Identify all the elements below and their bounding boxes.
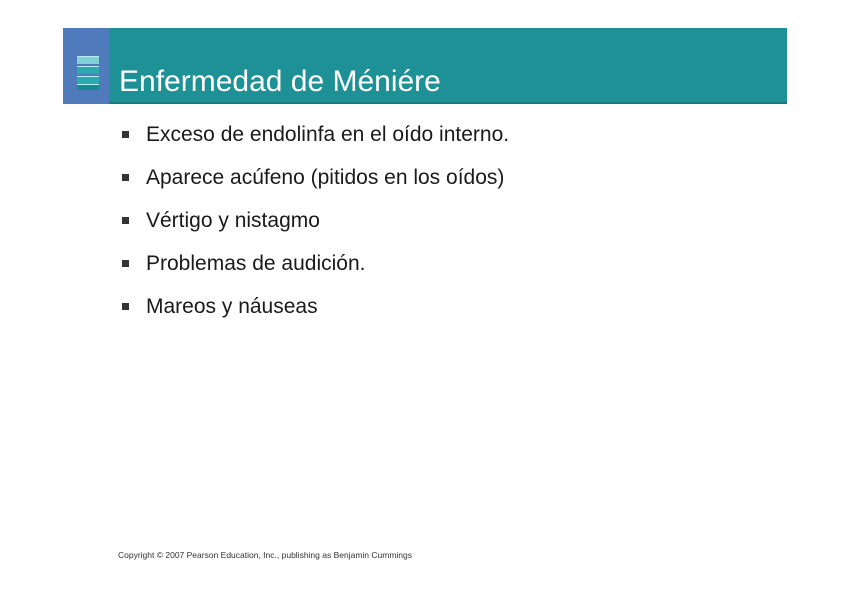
bullet-text: Mareos y náuseas: [146, 295, 318, 318]
list-item: [120, 249, 509, 292]
stacked-layers-icon: [77, 56, 99, 92]
bullet-list: [120, 120, 509, 335]
bullet-text: Problemas de audición.: [146, 252, 366, 275]
bullet-text: Aparece acúfeno (pitidos en los oídos): [146, 166, 505, 189]
slide-title: Enfermedad de Méniére: [119, 65, 441, 98]
list-item: [120, 292, 509, 335]
square-bullet-icon: [122, 260, 129, 267]
square-bullet-icon: [122, 131, 129, 138]
list-item: [120, 120, 509, 163]
square-bullet-icon: [122, 303, 129, 310]
copyright-notice: Copyright © 2007 Pearson Education, Inc., publishing as Benjamin Cummings: [118, 550, 413, 560]
list-item: [120, 206, 509, 249]
square-bullet-icon: [122, 217, 129, 224]
square-bullet-icon: [122, 174, 129, 181]
bullet-text: Vértigo y nistagmo: [146, 209, 320, 232]
bullet-text: Exceso de endolinfa en el oído interno.: [146, 123, 510, 146]
list-item: [120, 163, 509, 206]
